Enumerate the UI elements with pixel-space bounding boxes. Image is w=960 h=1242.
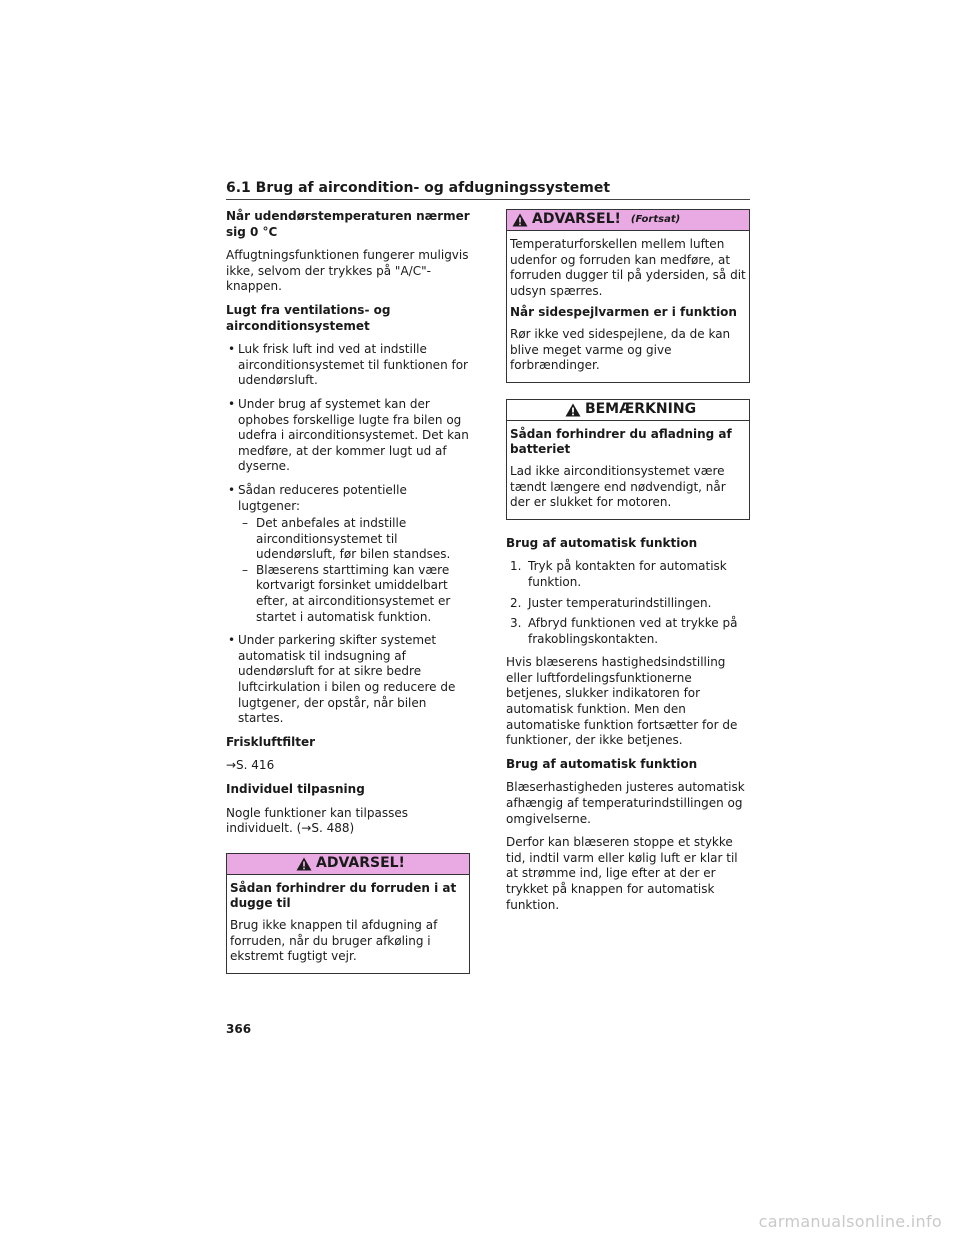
notice-box — [506, 399, 750, 520]
warning-box — [226, 853, 470, 974]
notice-title: BEMÆRKNING — [584, 400, 697, 417]
list-item — [506, 616, 750, 647]
step-text: Tryk på kontakten for automatisk funktion. — [528, 559, 727, 589]
warning-header — [227, 854, 469, 875]
notice-heading: Sådan forhindrer du afladning af batteriet — [510, 426, 732, 457]
warning-body — [507, 231, 749, 382]
paragraph-fan-stop: Derfor kan blæseren stoppe et stykke tid, indtil varm eller kølig luft er klar til at strømme ind, lige efter at der er trykket på knappen for automatisk funktion. — [506, 835, 738, 912]
list-item: • Under brug af systemet kan der ophobes forskellige lugte fra bilen og udefra i airconditionsystemet. Det kan medføre, at der kommer lugt ud af dyserne. — [226, 397, 470, 475]
list-item — [506, 596, 750, 612]
dash-list — [238, 516, 470, 625]
list-item — [506, 559, 750, 590]
notice-body — [507, 421, 749, 519]
step-number: 1. — [510, 559, 522, 574]
paragraph-fan-speed: Blæserhastigheden justeres automatisk afhængig af temperaturindstillingen og omgivelserne. — [506, 780, 745, 826]
heading-freezing-temp: Når udendørstemperaturen nærmer sig 0 °C — [226, 209, 470, 239]
list-item — [226, 483, 470, 625]
notice-triangle-icon — [565, 403, 581, 417]
watermark: carmanualsonline.info — [758, 1212, 942, 1231]
step-number: 3. — [510, 616, 522, 631]
list-item-text: Sådan reduceres potentielle lugtgener: — [238, 482, 407, 513]
heading-auto-mode: Brug af automatisk funktion — [506, 535, 698, 550]
page-number: 366 — [226, 1022, 252, 1036]
warning-triangle-icon — [512, 213, 528, 227]
left-column — [226, 209, 470, 990]
heading-fresh-air-filter: Friskluftfilter — [226, 734, 315, 749]
heading-customization: Individuel tilpasning — [226, 782, 365, 796]
continued-label: (Fortsat) — [630, 214, 681, 226]
steps-list — [506, 559, 750, 647]
list-item: • Under parkering skifter systemet automatisk til indsugning af udendørsluft for at sikre bedre luftcirkulation i bilen og reducere de lugtgener, der opstår, når bilen startes. — [226, 633, 470, 727]
warning-body — [227, 875, 469, 973]
step-text: Afbryd funktionen ved at trykke på frakoblingskontakten. — [528, 616, 738, 646]
paragraph-indicator: Hvis blæserens hastighedsindstilling eller luftfordelingsfunktionerne betjenes, slukker indikatoren for automatisk funktion. Men den automatiske funktion fortsætter for de funktioner, der ikke betjenes. — [506, 655, 738, 748]
warning-triangle-icon — [296, 857, 312, 871]
page-reference: →S. 416 — [226, 758, 275, 773]
warning-title: ADVARSEL! — [532, 211, 621, 228]
warning-title: ADVARSEL! — [316, 854, 405, 871]
warning-heading: Når sidespejlvarmen er i funktion — [510, 305, 737, 320]
list-item: – Det anbefales at indstille airconditionsystemet til udendørsluft, før bilen standses. — [238, 516, 470, 563]
odor-bullet-list — [226, 342, 470, 727]
list-item: – Blæserens starttiming kan være kortvarigt forsinket umiddelbart efter, at airconditionsystemet er startet i automatisk funktion. — [238, 563, 470, 625]
warning-text: Temperaturforskellen mellem luften udenfor og forruden kan medføre, at forruden dugger til på ydersiden, så dit udsyn spærres. — [510, 237, 746, 298]
paragraph-customization: Nogle funktioner kan tilpasses individuelt. (→S. 488) — [226, 805, 408, 836]
step-text: Juster temperaturindstillingen. — [528, 595, 712, 610]
heading-auto-mode-2: Brug af automatisk funktion — [506, 756, 698, 771]
warning-heading: Sådan forhindrer du forruden i at dugge til — [230, 880, 457, 911]
warning-header — [507, 210, 749, 231]
step-number: 2. — [510, 595, 522, 610]
warning-text: Rør ikke ved sidespejlene, da de kan blive meget varme og give forbrændinger. — [510, 326, 731, 373]
heading-odor: Lugt fra ventilations- og airconditionsystemet — [226, 302, 391, 333]
warning-box-continued — [506, 209, 750, 383]
section-title: 6.1 Brug af aircondition- og afdugningssystemet — [226, 180, 750, 200]
right-column — [506, 209, 750, 921]
notice-header — [507, 400, 749, 421]
list-item: • Luk frisk luft ind ved at indstille airconditionsystemet til funktionen for udendørsluft. — [226, 342, 470, 389]
notice-text: Lad ikke airconditionsystemet være tændt længere end nødvendigt, når der er slukket for motoren. — [510, 463, 726, 510]
warning-text: Brug ikke knappen til afdugning af forruden, når du bruger afkøling i ekstremt fugtigt vejr. — [230, 917, 438, 964]
paragraph-dehumidify: Affugtningsfunktionen fungerer muligvis ikke, selvom der trykkes på "A/C"-knappen. — [226, 248, 469, 294]
